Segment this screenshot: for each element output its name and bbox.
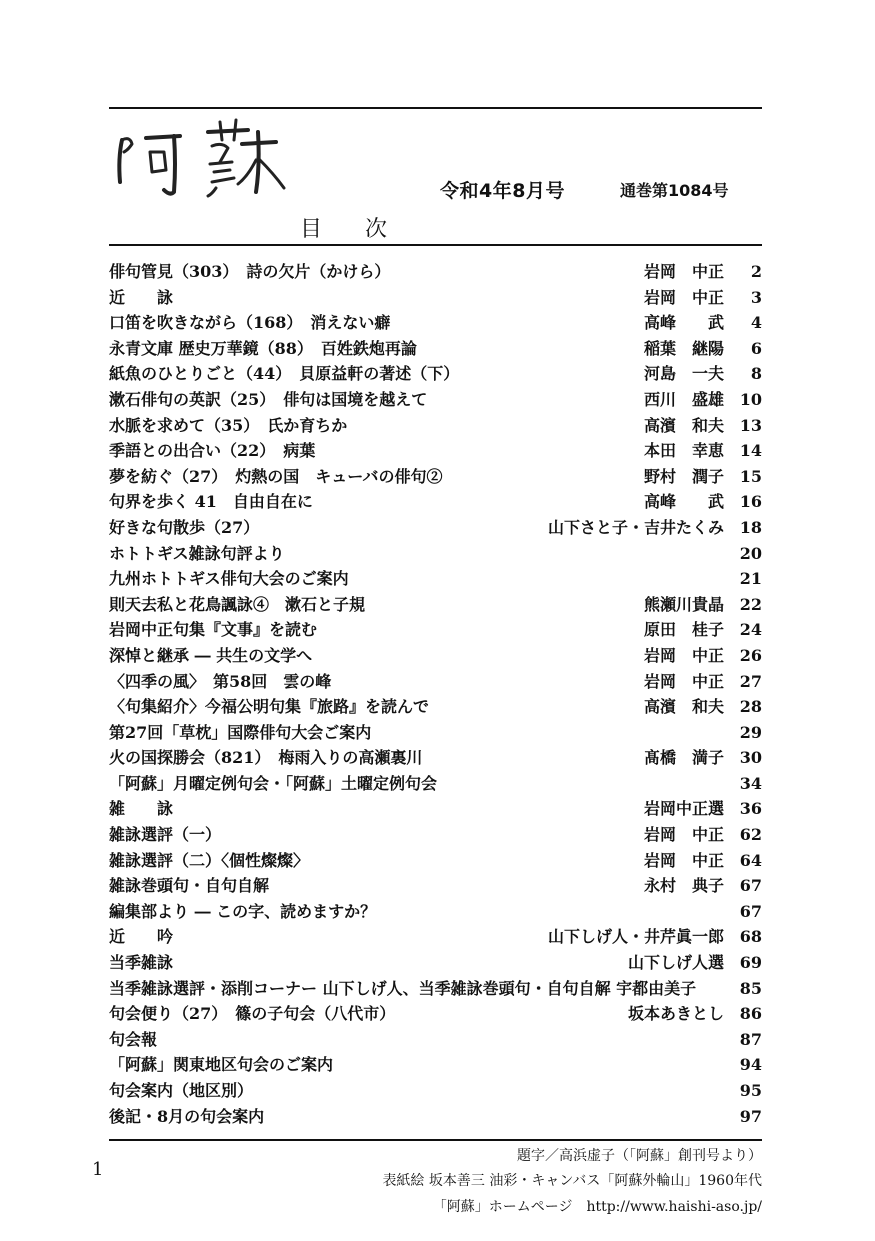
toc-entry-title: 夢を紡ぐ（27） 灼熱の国 キューバの俳句② <box>109 466 443 486</box>
toc-entry-page: 85 <box>739 978 762 998</box>
toc-entry-page: 30 <box>739 748 762 768</box>
toc-entry-title: 当季雑詠選評・添削コーナー 山下しげ人、当季雑詠巻頭句・自句自解 宇都由美子 <box>109 978 697 998</box>
toc-entry <box>109 489 762 515</box>
toc-entry <box>109 720 762 746</box>
top-rule <box>109 107 762 109</box>
toc-entry <box>109 950 762 976</box>
toc-entry <box>109 515 762 541</box>
toc-entry-page: 64 <box>739 850 762 870</box>
toc-entry <box>109 361 762 387</box>
toc-entry-author: 山下さと子・吉井たくみ <box>547 517 724 537</box>
toc-entry <box>109 1027 762 1053</box>
toc-entry-page: 67 <box>739 876 762 896</box>
toc-entry-author: 熊瀬川貴晶 <box>643 594 724 614</box>
toc-entry-title: 句会案内（地区別） <box>109 1081 254 1100</box>
toc-entry-author: 西川 盛雄 <box>643 389 724 409</box>
toc-entry-page: 36 <box>739 799 762 819</box>
toc-entry-title: 水脈を求めて（35） 氏か育ちか <box>109 415 348 435</box>
toc-entry-title: 季語との出合い（22） 病葉 <box>109 441 316 461</box>
toc-entry-page: 20 <box>739 543 762 563</box>
toc-entry-title: 近 吟 <box>109 927 174 947</box>
toc-entry <box>109 413 762 439</box>
toc-entry-author: 坂本あきとし <box>627 1004 724 1024</box>
toc-entry-title: 第27回「草枕」国際俳句大会ご案内 <box>109 722 372 742</box>
toc-entry-page: 10 <box>739 389 762 409</box>
toc-entry-page: 14 <box>739 441 762 461</box>
calligraphy-logo-icon <box>108 118 293 200</box>
cover-art-credit: 表紙絵 坂本善三 油彩・キャンバス「阿蘇外輪山」1960年代 <box>382 1173 762 1189</box>
toc-entry <box>109 771 762 797</box>
toc-entry <box>109 745 762 771</box>
toc-entry-title: 永青文庫 歴史万華鏡（88） 百姓鉄炮再論 <box>109 338 417 358</box>
toc-entry-author: 高濱 和夫 <box>643 415 724 435</box>
toc-entry <box>109 669 762 695</box>
toc-entry-title: 編集部より ― この字、読めますか？ <box>109 901 377 921</box>
toc-entry-page: 87 <box>739 1029 762 1049</box>
toc-entry-title: 近 詠 <box>109 287 174 307</box>
toc-entry-title: 後記・8月の句会案内 <box>109 1106 265 1126</box>
toc-entry-author: 永村 典子 <box>643 876 724 896</box>
toc-entry <box>109 1001 762 1027</box>
toc-entry-author: 岩岡 中正 <box>643 671 724 691</box>
toc-entry <box>109 541 762 567</box>
homepage-link[interactable]: 「阿蘇」ホームページ http://www.haishi-aso.jp/ <box>432 1199 762 1215</box>
toc-entry <box>109 924 762 950</box>
toc-entry <box>109 848 762 874</box>
toc-entry <box>109 310 762 336</box>
toc-entry-title: 〈句集紹介〉今福公明句集『旅路』を読んで <box>109 697 430 717</box>
toc-entry-page: 15 <box>739 466 762 486</box>
toc-entry <box>109 899 762 925</box>
toc-entry-author: 河島 一夫 <box>643 364 724 384</box>
toc-entry-title: 雑詠選評（二）〈個性燦燦〉 <box>109 850 310 870</box>
toc-entry <box>109 592 762 618</box>
toc-entry-author: 野村 潤子 <box>643 466 724 486</box>
toc-entry-author: 岩岡中正選 <box>643 799 724 819</box>
toc-entry-title: 漱石俳句の英訳（25） 俳句は国境を越えて <box>109 389 428 409</box>
table-of-contents <box>109 259 762 1129</box>
toc-entry-page: 34 <box>739 773 762 793</box>
toc-entry-page: 8 <box>750 364 762 384</box>
toc-entry-author: 岩岡 中正 <box>643 850 724 870</box>
toc-entry <box>109 566 762 592</box>
toc-entry-page: 69 <box>739 953 762 973</box>
toc-entry-page: 67 <box>739 901 762 921</box>
toc-entry-page: 24 <box>739 620 762 640</box>
toc-entry-page: 62 <box>739 825 762 845</box>
toc-entry-title: 句会報 <box>109 1029 158 1049</box>
toc-entry <box>109 259 762 285</box>
toc-entry-title: 深悼と継承 ― 共生の文学へ <box>109 645 313 665</box>
toc-entry <box>109 285 762 311</box>
toc-entry-title: 句会便り（27） 篠の子句会（八代市） <box>109 1004 396 1024</box>
header-rule <box>109 244 762 246</box>
toc-entry-title: ホトトギス雑詠句評より <box>109 543 285 563</box>
toc-entry <box>109 873 762 899</box>
toc-heading: 目 次 <box>300 217 405 242</box>
toc-entry-title: 九州ホトトギス俳句大会のご案内 <box>109 569 349 589</box>
toc-entry-page: 4 <box>750 313 762 333</box>
toc-entry-title: 紙魚のひとりごと（44） 貝原益軒の著述（下） <box>109 364 460 384</box>
toc-entry-title: 「阿蘇」関東地区句会のご案内 <box>109 1055 334 1075</box>
toc-entry-page: 68 <box>739 927 762 947</box>
issue-date: 令和4年8月号 <box>440 180 565 202</box>
toc-entry-page: 22 <box>739 594 762 614</box>
toc-entry <box>109 694 762 720</box>
toc-entry-author: 山下しげ人選 <box>627 953 724 973</box>
toc-entry <box>109 976 762 1002</box>
toc-entry-title: 雑詠巻頭句・自句自解 <box>109 876 270 896</box>
toc-entry <box>109 1078 762 1104</box>
toc-entry-author: 岩岡 中正 <box>643 645 724 665</box>
toc-entry-title: 句界を歩く 41 自由自在に <box>109 492 313 512</box>
toc-entry <box>109 643 762 669</box>
toc-entry-page: 21 <box>739 569 762 589</box>
toc-entry-title: 雑詠選評（一） <box>109 825 222 845</box>
volume-number: 通巻第1084号 <box>620 181 729 200</box>
toc-entry-page: 26 <box>739 645 762 665</box>
footer-rule <box>109 1139 762 1141</box>
toc-entry-author: 岩岡 中正 <box>643 262 724 281</box>
toc-entry-page: 2 <box>750 262 762 281</box>
toc-entry-page: 29 <box>739 722 762 742</box>
toc-entry-title: 火の国探勝会（821） 梅雨入りの高瀬裏川 <box>109 748 423 768</box>
toc-entry-author: 本田 幸恵 <box>643 441 724 461</box>
toc-entry-title: 好きな句散歩（27） <box>109 517 260 537</box>
toc-entry-author: 原田 桂子 <box>643 620 724 640</box>
toc-entry <box>109 387 762 413</box>
toc-entry-title: 雑 詠 <box>109 799 174 819</box>
toc-entry-author: 岩岡 中正 <box>643 287 724 307</box>
toc-entry-author: 高峰 武 <box>643 313 724 333</box>
toc-entry-title: 岩岡中正句集『文事』を読む <box>109 620 318 640</box>
toc-entry <box>109 464 762 490</box>
toc-entry <box>109 438 762 464</box>
toc-entry <box>109 796 762 822</box>
toc-entry-page: 27 <box>739 671 762 691</box>
toc-entry-page: 94 <box>739 1055 762 1075</box>
toc-entry-author: 高峰 武 <box>643 492 724 512</box>
magazine-logo <box>108 118 293 200</box>
page-number: 1 <box>92 1159 104 1180</box>
toc-entry <box>109 1104 762 1130</box>
toc-entry-page: 6 <box>750 338 762 358</box>
toc-entry-author: 山下しげ人・井芹眞一郎 <box>547 927 724 947</box>
toc-entry <box>109 1052 762 1078</box>
toc-entry-page: 97 <box>739 1106 762 1126</box>
toc-entry <box>109 336 762 362</box>
toc-entry-author: 髙橋 満子 <box>643 748 724 768</box>
toc-entry-author: 岩岡 中正 <box>643 825 724 845</box>
toc-entry-author: 稲葉 継陽 <box>643 338 724 358</box>
toc-entry-page: 95 <box>739 1081 762 1100</box>
toc-entry-page: 3 <box>750 287 762 307</box>
toc-entry-author: 高濱 和夫 <box>643 697 724 717</box>
toc-entry <box>109 617 762 643</box>
toc-entry <box>109 822 762 848</box>
toc-entry-page: 13 <box>739 415 762 435</box>
toc-entry-page: 16 <box>739 492 762 512</box>
toc-entry-title: 当季雑詠 <box>109 953 174 973</box>
toc-entry-title: 則天去私と花鳥諷詠④ 漱石と子規 <box>109 594 366 614</box>
toc-entry-title: 口笛を吹きながら（168） 消えない癖 <box>109 313 391 333</box>
toc-entry-page: 18 <box>739 517 762 537</box>
title-calligraphy-credit: 題字／高浜虚子（「阿蘇」創刊号より） <box>517 1148 762 1164</box>
toc-entry-title: 俳句管見（303） 詩の欠片（かけら） <box>109 262 391 281</box>
toc-entry-page: 86 <box>739 1004 762 1024</box>
toc-entry-title: 〈四季の風〉 第58回 雲の峰 <box>109 671 332 691</box>
toc-entry-title: 「阿蘇」月曜定例句会・「阿蘇」土曜定例句会 <box>109 773 438 793</box>
toc-entry-page: 28 <box>739 697 762 717</box>
